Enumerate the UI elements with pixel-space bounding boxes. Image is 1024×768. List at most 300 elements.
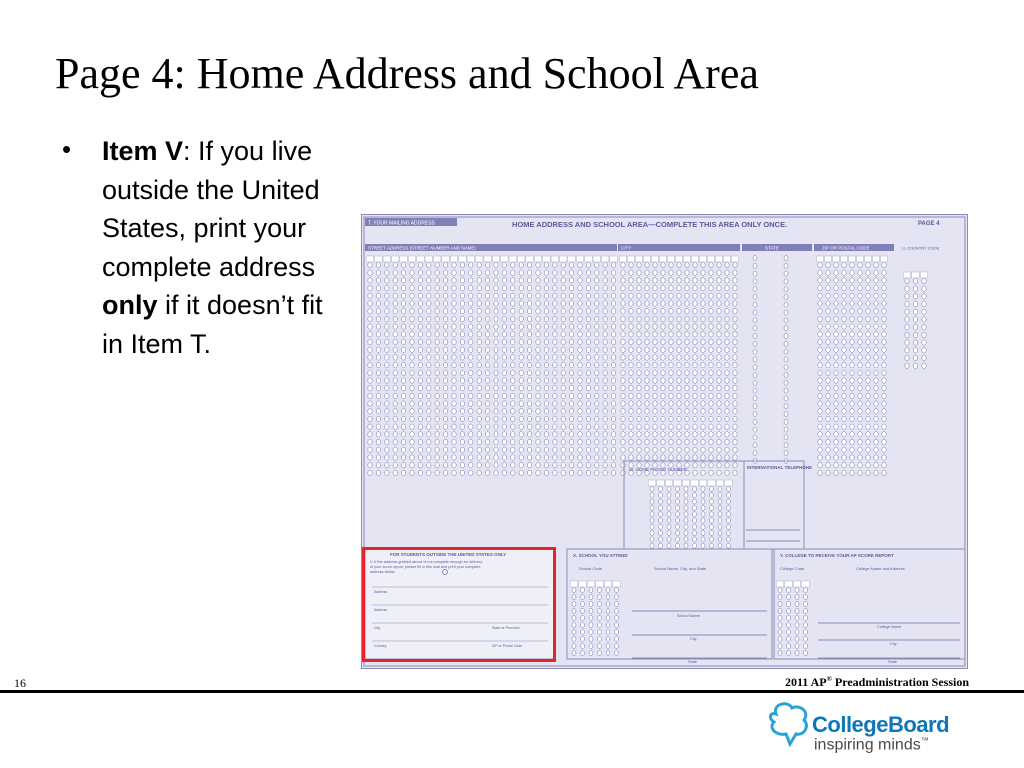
answer-bubble[interactable]: [717, 462, 721, 468]
answer-bubble[interactable]: [581, 609, 585, 614]
answer-bubble[interactable]: [661, 278, 665, 284]
answer-bubble[interactable]: [385, 332, 389, 338]
write-in-box[interactable]: [613, 581, 621, 587]
answer-bubble[interactable]: [725, 308, 729, 314]
answer-bubble[interactable]: [401, 447, 405, 453]
answer-bubble[interactable]: [717, 447, 721, 453]
answer-bubble[interactable]: [710, 505, 714, 510]
answer-bubble[interactable]: [685, 409, 689, 415]
answer-bubble[interactable]: [427, 393, 431, 399]
answer-bubble[interactable]: [393, 285, 397, 291]
answer-bubble[interactable]: [637, 278, 641, 284]
answer-bubble[interactable]: [435, 470, 439, 476]
answer-bubble[interactable]: [435, 393, 439, 399]
answer-bubble[interactable]: [905, 355, 909, 361]
answer-bubble[interactable]: [733, 308, 737, 314]
answer-bubble[interactable]: [443, 370, 447, 376]
write-in-box[interactable]: [610, 256, 617, 262]
answer-bubble[interactable]: [653, 270, 657, 276]
answer-bubble[interactable]: [653, 424, 657, 430]
answer-bubble[interactable]: [727, 537, 731, 542]
answer-bubble[interactable]: [581, 637, 585, 642]
answer-bubble[interactable]: [621, 270, 625, 276]
answer-bubble[interactable]: [606, 637, 610, 642]
answer-bubble[interactable]: [401, 409, 405, 415]
answer-bubble[interactable]: [709, 409, 713, 415]
answer-bubble[interactable]: [502, 339, 506, 345]
answer-bubble[interactable]: [701, 505, 705, 510]
answer-bubble[interactable]: [368, 416, 372, 422]
answer-bubble[interactable]: [603, 347, 607, 353]
answer-bubble[interactable]: [536, 324, 540, 330]
answer-bubble[interactable]: [561, 362, 565, 368]
answer-bubble[interactable]: [460, 416, 464, 422]
answer-bubble[interactable]: [693, 470, 697, 476]
answer-bubble[interactable]: [709, 462, 713, 468]
answer-bubble[interactable]: [578, 262, 582, 268]
answer-bubble[interactable]: [393, 409, 397, 415]
answer-bubble[interactable]: [443, 332, 447, 338]
answer-bubble[interactable]: [460, 355, 464, 361]
answer-bubble[interactable]: [645, 416, 649, 422]
answer-bubble[interactable]: [385, 301, 389, 307]
answer-bubble[interactable]: [477, 424, 481, 430]
answer-bubble[interactable]: [717, 347, 721, 353]
answer-bubble[interactable]: [527, 324, 531, 330]
answer-bubble[interactable]: [653, 447, 657, 453]
answer-bubble[interactable]: [578, 347, 582, 353]
answer-bubble[interactable]: [677, 424, 681, 430]
answer-bubble[interactable]: [922, 278, 926, 284]
answer-bubble[interactable]: [676, 531, 680, 536]
answer-bubble[interactable]: [693, 362, 697, 368]
answer-bubble[interactable]: [615, 595, 619, 600]
answer-bubble[interactable]: [611, 470, 615, 476]
answer-bubble[interactable]: [804, 644, 808, 649]
state-bubble[interactable]: [753, 451, 757, 456]
answer-bubble[interactable]: [589, 644, 593, 649]
answer-bubble[interactable]: [511, 355, 515, 361]
answer-bubble[interactable]: [418, 293, 422, 299]
answer-bubble[interactable]: [669, 262, 673, 268]
answer-bubble[interactable]: [460, 285, 464, 291]
answer-bubble[interactable]: [669, 378, 673, 384]
answer-bubble[interactable]: [693, 393, 697, 399]
answer-bubble[interactable]: [725, 424, 729, 430]
answer-bubble[interactable]: [401, 362, 405, 368]
answer-bubble[interactable]: [882, 432, 886, 438]
answer-bubble[interactable]: [595, 409, 599, 415]
answer-bubble[interactable]: [645, 393, 649, 399]
answer-bubble[interactable]: [685, 270, 689, 276]
answer-bubble[interactable]: [842, 432, 846, 438]
answer-bubble[interactable]: [693, 537, 697, 542]
answer-bubble[interactable]: [553, 301, 557, 307]
answer-bubble[interactable]: [621, 424, 625, 430]
answer-bubble[interactable]: [718, 543, 722, 548]
write-in-box[interactable]: [434, 256, 441, 262]
answer-bubble[interactable]: [553, 455, 557, 461]
answer-bubble[interactable]: [401, 401, 405, 407]
answer-bubble[interactable]: [578, 308, 582, 314]
answer-bubble[interactable]: [460, 378, 464, 384]
answer-bubble[interactable]: [842, 347, 846, 353]
answer-bubble[interactable]: [452, 262, 456, 268]
answer-bubble[interactable]: [595, 424, 599, 430]
answer-bubble[interactable]: [595, 355, 599, 361]
answer-bubble[interactable]: [469, 316, 473, 322]
answer-bubble[interactable]: [494, 308, 498, 314]
answer-bubble[interactable]: [818, 339, 822, 345]
answer-bubble[interactable]: [661, 293, 665, 299]
answer-bubble[interactable]: [685, 285, 689, 291]
answer-bubble[interactable]: [561, 324, 565, 330]
answer-bubble[interactable]: [435, 308, 439, 314]
answer-bubble[interactable]: [645, 355, 649, 361]
answer-bubble[interactable]: [661, 424, 665, 430]
answer-bubble[interactable]: [553, 424, 557, 430]
answer-bubble[interactable]: [586, 439, 590, 445]
answer-bubble[interactable]: [536, 401, 540, 407]
answer-bubble[interactable]: [913, 317, 917, 323]
answer-bubble[interactable]: [611, 409, 615, 415]
answer-bubble[interactable]: [913, 286, 917, 292]
answer-bubble[interactable]: [850, 378, 854, 384]
answer-bubble[interactable]: [511, 378, 515, 384]
write-in-box[interactable]: [408, 256, 415, 262]
answer-bubble[interactable]: [598, 651, 602, 656]
answer-bubble[interactable]: [653, 362, 657, 368]
answer-bubble[interactable]: [598, 630, 602, 635]
answer-bubble[interactable]: [469, 462, 473, 468]
answer-bubble[interactable]: [637, 378, 641, 384]
answer-bubble[interactable]: [606, 630, 610, 635]
answer-bubble[interactable]: [401, 316, 405, 322]
answer-bubble[interactable]: [385, 316, 389, 322]
answer-bubble[interactable]: [595, 432, 599, 438]
answer-bubble[interactable]: [603, 416, 607, 422]
state-bubble[interactable]: [784, 287, 788, 292]
answer-bubble[interactable]: [615, 651, 619, 656]
answer-bubble[interactable]: [882, 439, 886, 445]
state-bubble[interactable]: [784, 373, 788, 378]
answer-bubble[interactable]: [709, 470, 713, 476]
answer-bubble[interactable]: [866, 439, 870, 445]
answer-bubble[interactable]: [586, 385, 590, 391]
answer-bubble[interactable]: [578, 401, 582, 407]
answer-bubble[interactable]: [795, 651, 799, 656]
answer-bubble[interactable]: [701, 370, 705, 376]
answer-bubble[interactable]: [677, 324, 681, 330]
answer-bubble[interactable]: [677, 355, 681, 361]
answer-bubble[interactable]: [874, 393, 878, 399]
answer-bubble[interactable]: [866, 409, 870, 415]
answer-bubble[interactable]: [572, 630, 576, 635]
answer-bubble[interactable]: [650, 543, 654, 548]
answer-bubble[interactable]: [717, 262, 721, 268]
answer-bubble[interactable]: [650, 493, 654, 498]
answer-bubble[interactable]: [376, 385, 380, 391]
answer-bubble[interactable]: [494, 339, 498, 345]
answer-bubble[interactable]: [778, 637, 782, 642]
answer-bubble[interactable]: [502, 432, 506, 438]
answer-bubble[interactable]: [733, 462, 737, 468]
answer-bubble[interactable]: [709, 455, 713, 461]
answer-bubble[interactable]: [519, 316, 523, 322]
answer-bubble[interactable]: [637, 262, 641, 268]
answer-bubble[interactable]: [569, 262, 573, 268]
answer-bubble[interactable]: [659, 512, 663, 517]
answer-bubble[interactable]: [826, 416, 830, 422]
answer-bubble[interactable]: [410, 362, 414, 368]
answer-bubble[interactable]: [553, 439, 557, 445]
answer-bubble[interactable]: [603, 339, 607, 345]
answer-bubble[interactable]: [701, 332, 705, 338]
answer-bubble[interactable]: [460, 393, 464, 399]
answer-bubble[interactable]: [787, 588, 791, 593]
answer-bubble[interactable]: [659, 543, 663, 548]
answer-bubble[interactable]: [834, 424, 838, 430]
answer-bubble[interactable]: [677, 270, 681, 276]
answer-bubble[interactable]: [637, 355, 641, 361]
answer-bubble[interactable]: [661, 378, 665, 384]
answer-bubble[interactable]: [410, 424, 414, 430]
answer-bubble[interactable]: [725, 262, 729, 268]
answer-bubble[interactable]: [485, 401, 489, 407]
answer-bubble[interactable]: [511, 424, 515, 430]
answer-bubble[interactable]: [850, 462, 854, 468]
answer-bubble[interactable]: [410, 285, 414, 291]
answer-bubble[interactable]: [709, 293, 713, 299]
answer-bubble[interactable]: [385, 262, 389, 268]
answer-bubble[interactable]: [477, 301, 481, 307]
answer-bubble[interactable]: [913, 301, 917, 307]
answer-bubble[interactable]: [368, 439, 372, 445]
answer-bubble[interactable]: [485, 470, 489, 476]
answer-bubble[interactable]: [553, 447, 557, 453]
state-bubble[interactable]: [784, 302, 788, 307]
answer-bubble[interactable]: [553, 393, 557, 399]
answer-bubble[interactable]: [725, 447, 729, 453]
answer-bubble[interactable]: [693, 439, 697, 445]
answer-bubble[interactable]: [858, 293, 862, 299]
answer-bubble[interactable]: [477, 324, 481, 330]
answer-bubble[interactable]: [569, 470, 573, 476]
answer-bubble[interactable]: [519, 409, 523, 415]
answer-bubble[interactable]: [621, 308, 625, 314]
answer-bubble[interactable]: [376, 447, 380, 453]
answer-bubble[interactable]: [818, 424, 822, 430]
answer-bubble[interactable]: [787, 644, 791, 649]
answer-bubble[interactable]: [477, 262, 481, 268]
write-in-box[interactable]: [785, 581, 793, 587]
answer-bubble[interactable]: [452, 385, 456, 391]
answer-bubble[interactable]: [519, 401, 523, 407]
answer-bubble[interactable]: [611, 447, 615, 453]
answer-bubble[interactable]: [725, 339, 729, 345]
answer-bubble[interactable]: [418, 385, 422, 391]
answer-bubble[interactable]: [578, 378, 582, 384]
answer-bubble[interactable]: [427, 385, 431, 391]
answer-bubble[interactable]: [709, 362, 713, 368]
answer-bubble[interactable]: [725, 316, 729, 322]
answer-bubble[interactable]: [393, 293, 397, 299]
answer-bubble[interactable]: [603, 301, 607, 307]
answer-bubble[interactable]: [850, 270, 854, 276]
answer-bubble[interactable]: [595, 362, 599, 368]
answer-bubble[interactable]: [393, 332, 397, 338]
answer-bubble[interactable]: [661, 324, 665, 330]
write-in-box[interactable]: [865, 256, 872, 262]
answer-bubble[interactable]: [401, 470, 405, 476]
answer-bubble[interactable]: [410, 409, 414, 415]
answer-bubble[interactable]: [818, 439, 822, 445]
answer-bubble[interactable]: [858, 355, 862, 361]
answer-bubble[interactable]: [621, 324, 625, 330]
answer-bubble[interactable]: [685, 278, 689, 284]
answer-bubble[interactable]: [418, 316, 422, 322]
answer-bubble[interactable]: [595, 416, 599, 422]
answer-bubble[interactable]: [850, 332, 854, 338]
answer-bubble[interactable]: [701, 543, 705, 548]
state-bubble[interactable]: [784, 341, 788, 346]
answer-bubble[interactable]: [913, 363, 917, 369]
answer-bubble[interactable]: [401, 278, 405, 284]
answer-bubble[interactable]: [693, 385, 697, 391]
answer-bubble[interactable]: [866, 416, 870, 422]
answer-bubble[interactable]: [653, 378, 657, 384]
answer-bubble[interactable]: [578, 293, 582, 299]
write-in-box[interactable]: [716, 480, 724, 486]
answer-bubble[interactable]: [874, 378, 878, 384]
answer-bubble[interactable]: [368, 308, 372, 314]
answer-bubble[interactable]: [621, 301, 625, 307]
answer-bubble[interactable]: [733, 355, 737, 361]
answer-bubble[interactable]: [882, 285, 886, 291]
answer-bubble[interactable]: [693, 518, 697, 523]
answer-bubble[interactable]: [669, 339, 673, 345]
answer-bubble[interactable]: [676, 487, 680, 492]
state-bubble[interactable]: [753, 443, 757, 448]
answer-bubble[interactable]: [598, 609, 602, 614]
answer-bubble[interactable]: [603, 401, 607, 407]
answer-bubble[interactable]: [393, 393, 397, 399]
answer-bubble[interactable]: [385, 293, 389, 299]
answer-bubble[interactable]: [376, 301, 380, 307]
answer-bubble[interactable]: [621, 293, 625, 299]
answer-bubble[interactable]: [701, 270, 705, 276]
answer-bubble[interactable]: [368, 262, 372, 268]
answer-bubble[interactable]: [709, 401, 713, 407]
answer-bubble[interactable]: [733, 455, 737, 461]
answer-bubble[interactable]: [874, 362, 878, 368]
write-in-box[interactable]: [596, 581, 604, 587]
answer-bubble[interactable]: [519, 301, 523, 307]
answer-bubble[interactable]: [452, 278, 456, 284]
state-bubble[interactable]: [753, 404, 757, 409]
answer-bubble[interactable]: [653, 401, 657, 407]
answer-bubble[interactable]: [401, 439, 405, 445]
answer-bubble[interactable]: [725, 432, 729, 438]
answer-bubble[interactable]: [561, 378, 565, 384]
answer-bubble[interactable]: [477, 416, 481, 422]
answer-bubble[interactable]: [469, 424, 473, 430]
answer-bubble[interactable]: [385, 447, 389, 453]
answer-bubble[interactable]: [866, 362, 870, 368]
state-bubble[interactable]: [784, 451, 788, 456]
answer-bubble[interactable]: [611, 385, 615, 391]
answer-bubble[interactable]: [536, 301, 540, 307]
answer-bubble[interactable]: [629, 316, 633, 322]
answer-bubble[interactable]: [485, 270, 489, 276]
answer-bubble[interactable]: [818, 432, 822, 438]
answer-bubble[interactable]: [385, 285, 389, 291]
answer-bubble[interactable]: [595, 385, 599, 391]
answer-bubble[interactable]: [676, 499, 680, 504]
answer-bubble[interactable]: [661, 401, 665, 407]
answer-bubble[interactable]: [795, 623, 799, 628]
answer-bubble[interactable]: [834, 355, 838, 361]
answer-bubble[interactable]: [427, 339, 431, 345]
answer-bubble[interactable]: [842, 324, 846, 330]
state-bubble[interactable]: [753, 373, 757, 378]
answer-bubble[interactable]: [677, 401, 681, 407]
answer-bubble[interactable]: [684, 499, 688, 504]
answer-bubble[interactable]: [858, 409, 862, 415]
answer-bubble[interactable]: [544, 462, 548, 468]
answer-bubble[interactable]: [858, 424, 862, 430]
answer-bubble[interactable]: [677, 378, 681, 384]
answer-bubble[interactable]: [460, 462, 464, 468]
answer-bubble[interactable]: [435, 285, 439, 291]
answer-bubble[interactable]: [826, 370, 830, 376]
answer-bubble[interactable]: [858, 416, 862, 422]
answer-bubble[interactable]: [485, 393, 489, 399]
answer-bubble[interactable]: [733, 432, 737, 438]
answer-bubble[interactable]: [519, 455, 523, 461]
answer-bubble[interactable]: [818, 462, 822, 468]
answer-bubble[interactable]: [866, 470, 870, 476]
answer-bubble[interactable]: [443, 424, 447, 430]
answer-bubble[interactable]: [477, 332, 481, 338]
answer-bubble[interactable]: [586, 401, 590, 407]
answer-bubble[interactable]: [676, 518, 680, 523]
answer-bubble[interactable]: [653, 332, 657, 338]
answer-bubble[interactable]: [621, 362, 625, 368]
answer-bubble[interactable]: [586, 378, 590, 384]
answer-bubble[interactable]: [637, 332, 641, 338]
state-bubble[interactable]: [784, 419, 788, 424]
answer-bubble[interactable]: [502, 285, 506, 291]
state-bubble[interactable]: [784, 349, 788, 354]
answer-bubble[interactable]: [804, 588, 808, 593]
answer-bubble[interactable]: [874, 416, 878, 422]
answer-bubble[interactable]: [485, 370, 489, 376]
answer-bubble[interactable]: [410, 462, 414, 468]
answer-bubble[interactable]: [418, 447, 422, 453]
answer-bubble[interactable]: [443, 316, 447, 322]
answer-bubble[interactable]: [519, 308, 523, 314]
answer-bubble[interactable]: [561, 355, 565, 361]
answer-bubble[interactable]: [677, 432, 681, 438]
answer-bubble[interactable]: [460, 432, 464, 438]
write-in-box[interactable]: [375, 256, 382, 262]
answer-bubble[interactable]: [443, 378, 447, 384]
answer-bubble[interactable]: [589, 630, 593, 635]
answer-bubble[interactable]: [709, 285, 713, 291]
answer-bubble[interactable]: [804, 623, 808, 628]
answer-bubble[interactable]: [385, 339, 389, 345]
